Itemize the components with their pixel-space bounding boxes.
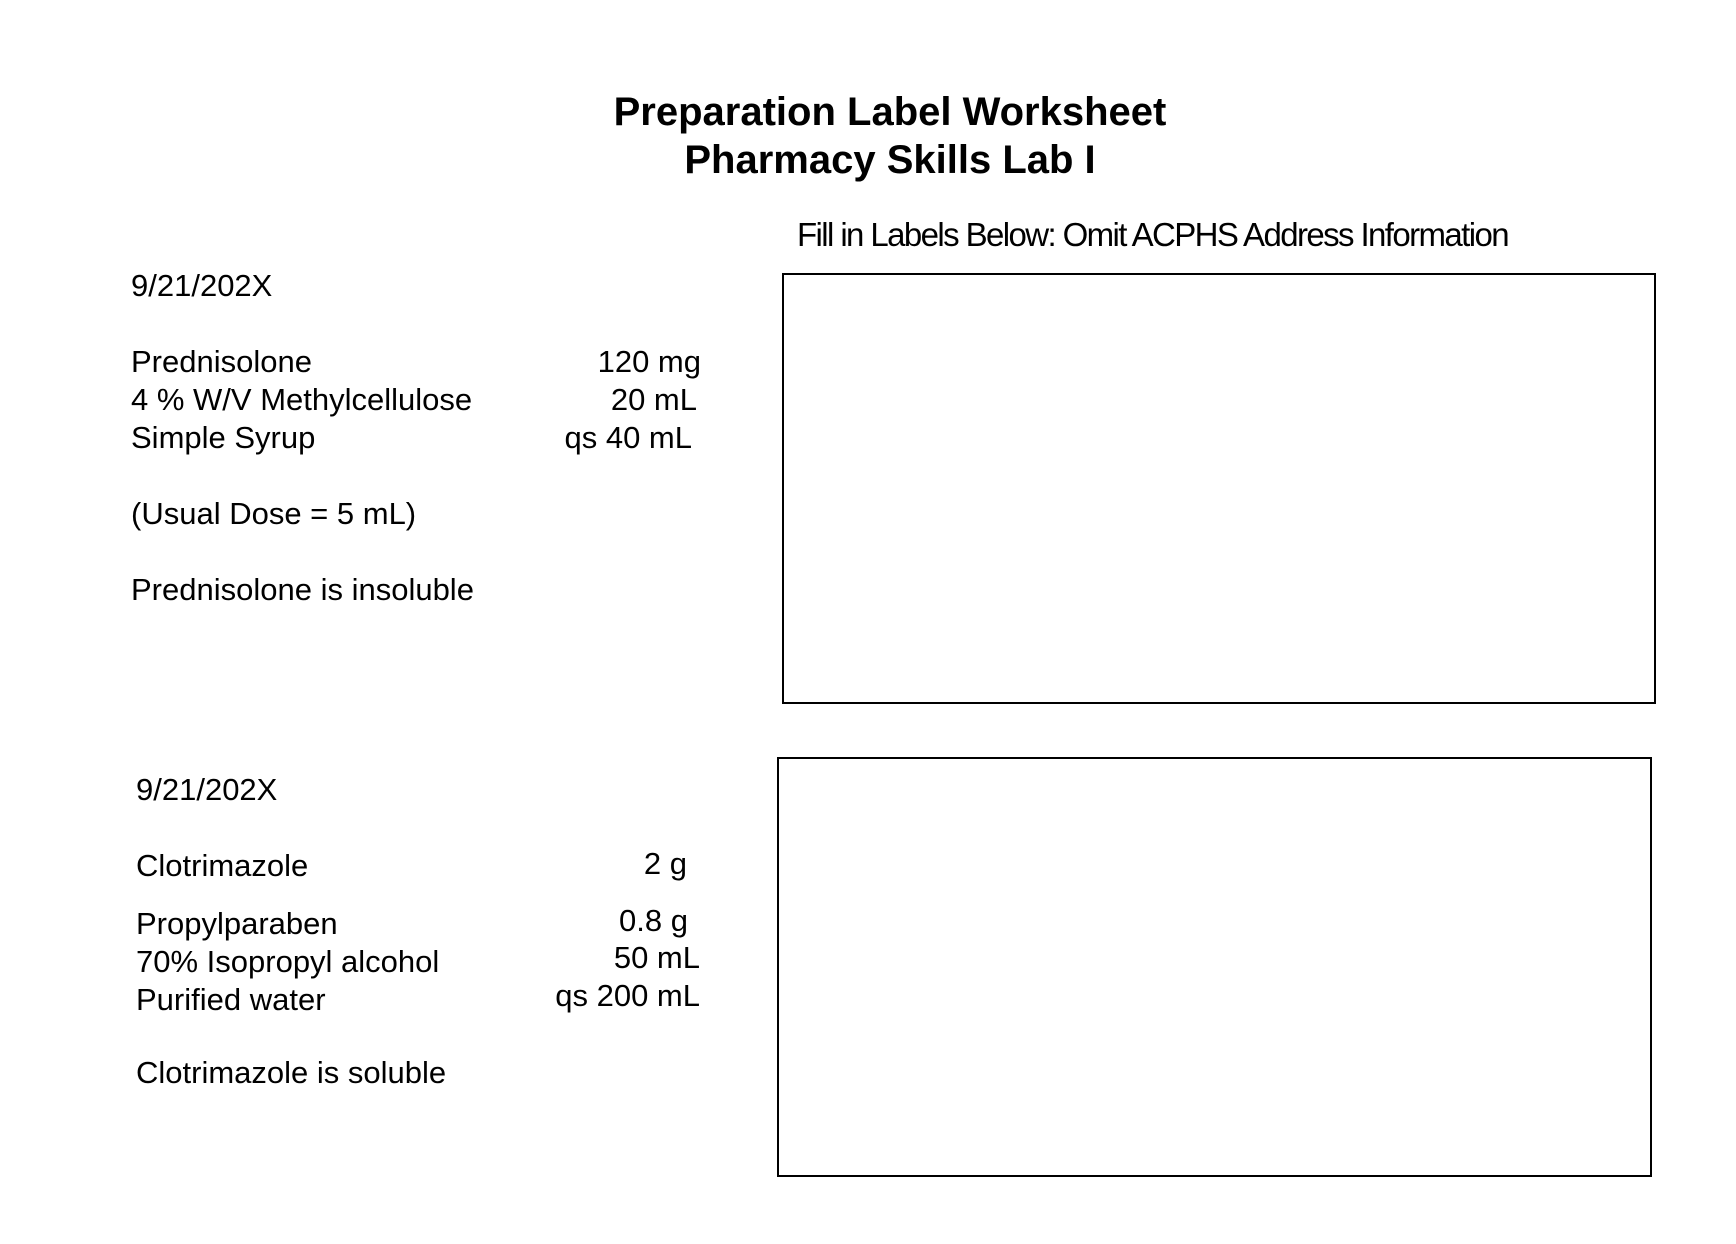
rx2-ingredient-name: Purified water [136,982,326,1017]
label-box-1[interactable] [782,273,1656,704]
rx1-solubility-note: Prednisolone is insoluble [131,572,474,607]
rx2-ingredient-amount: 0.8 g [619,903,688,938]
page-title: Preparation Label Worksheet [613,90,1167,134]
label-instruction: Fill in Labels Below: Omit ACPHS Address Information [797,216,1508,253]
rx2-ingredient-amount: 50 mL [613,940,700,975]
rx1-ingredient-name: Simple Syrup [131,420,316,455]
rx1-ingredient-amount: 120 mg [597,344,701,379]
rx1-ingredient-name: Prednisolone [131,344,312,379]
rx1-ingredient-amount: 20 mL [610,382,697,417]
rx2-ingredient-name: 70% Isopropyl alcohol [136,944,440,979]
rx1-dose-note: (Usual Dose = 5 mL) [131,496,417,531]
rx2-ingredient-name: Clotrimazole [136,848,309,883]
rx1-date: 9/21/202X [131,268,273,303]
rx1-ingredient-amount: qs 40 mL [564,420,692,455]
label-box-2[interactable] [777,757,1652,1177]
rx2-solubility-note: Clotrimazole is soluble [136,1055,447,1090]
rx1-ingredient-name: 4 % W/V Methylcellulose [131,382,473,417]
rx2-ingredient-name: Propylparaben [136,906,338,941]
rx2-ingredient-amount: qs 200 mL [555,978,700,1013]
rx2-ingredient-amount: 2 g [643,846,687,881]
page-subtitle: Pharmacy Skills Lab I [684,138,1096,182]
rx2-date: 9/21/202X [136,772,278,807]
